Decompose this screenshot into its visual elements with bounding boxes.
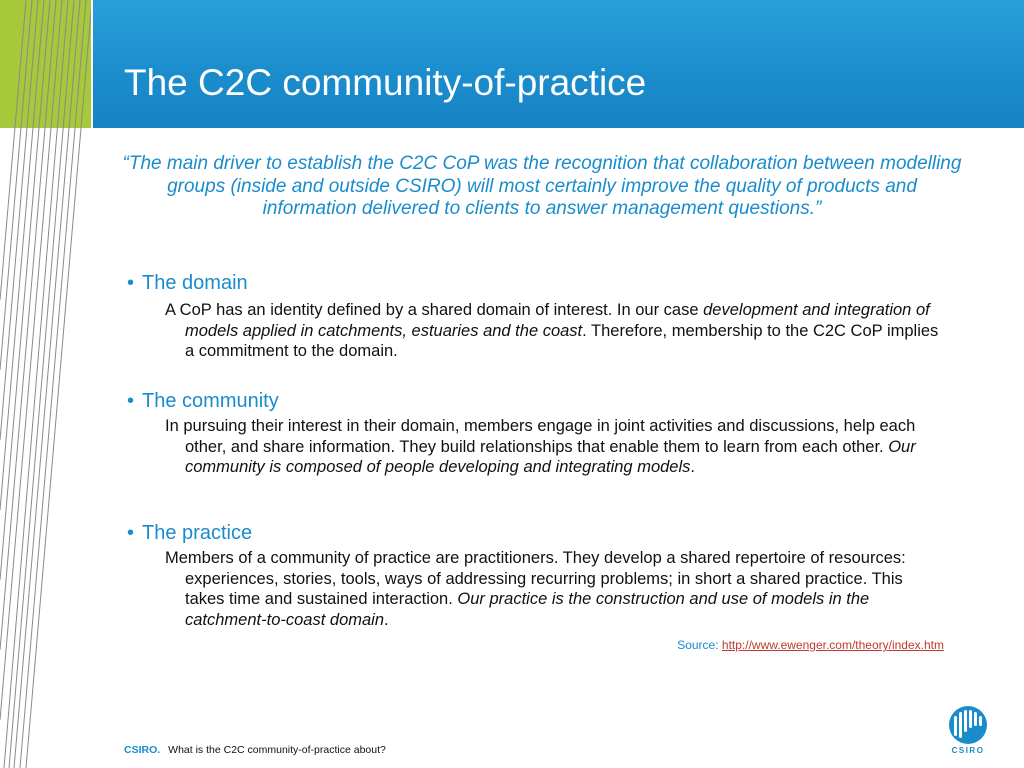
heading-text: The domain <box>142 272 248 294</box>
bullet-icon: • <box>127 522 135 544</box>
source-label: Source: <box>677 638 722 652</box>
slide-footer <box>124 744 386 756</box>
source-link[interactable]: http://www.ewenger.com/theory/index.htm <box>721 638 944 652</box>
body-text-end: . Therefore, membership to the C2C CoP implies a commitment to the domain. <box>185 321 939 360</box>
body-emphasis: development and integration of models applied in catchments, estuaries and the coast <box>185 301 930 340</box>
csiro-logo <box>946 706 990 758</box>
intro-quote: “The main driver to establish the C2C CoP was the recognition that collaboration between modelling groups (inside and outside CSIRO) will most certainly improve the quality of products and information delivered to clients to answer management questions.” <box>122 153 962 219</box>
csiro-logo-icon <box>949 706 987 744</box>
body-text: In pursuing their interest in their domain, members engage in joint activities and discussions, help each other, and share information. They build relationships that enable them to learn from each other. <box>165 417 916 456</box>
body-emphasis: Our practice is the construction and use of models in the catchment-to-coast domain <box>185 590 870 629</box>
logo-wordmark: CSIRO <box>951 746 985 755</box>
section-body-practice <box>165 548 945 630</box>
heading-text: The practice <box>142 522 253 544</box>
bullet-icon: • <box>127 272 135 294</box>
heading-text: The community <box>142 390 279 412</box>
body-text: A CoP has an identity defined by a shared domain of interest. In our case <box>165 301 704 319</box>
footer-text: What is the C2C community-of-practice about? <box>168 744 386 756</box>
footer-brand: CSIRO. <box>124 744 161 756</box>
header-lime-band <box>0 0 92 128</box>
bullet-icon: • <box>127 390 135 412</box>
body-text: Members of a community of practice are practitioners. They develop a shared repertoire of resources: experiences, stories, tools, ways of addressing recurring problems; in short a shared practice. This takes time and sustained interaction. <box>165 549 906 608</box>
page-title: The C2C community-of-practice <box>124 62 647 103</box>
section-heading-domain <box>127 272 248 295</box>
source-citation <box>677 638 944 652</box>
section-body-community <box>165 416 945 478</box>
section-heading-community <box>127 390 279 413</box>
body-text-end: . <box>690 458 695 476</box>
section-heading-practice <box>127 522 252 545</box>
body-text-end: . <box>384 610 389 629</box>
section-body-domain <box>165 300 945 362</box>
body-emphasis: Our community is composed of people developing and integrating models <box>185 437 916 476</box>
